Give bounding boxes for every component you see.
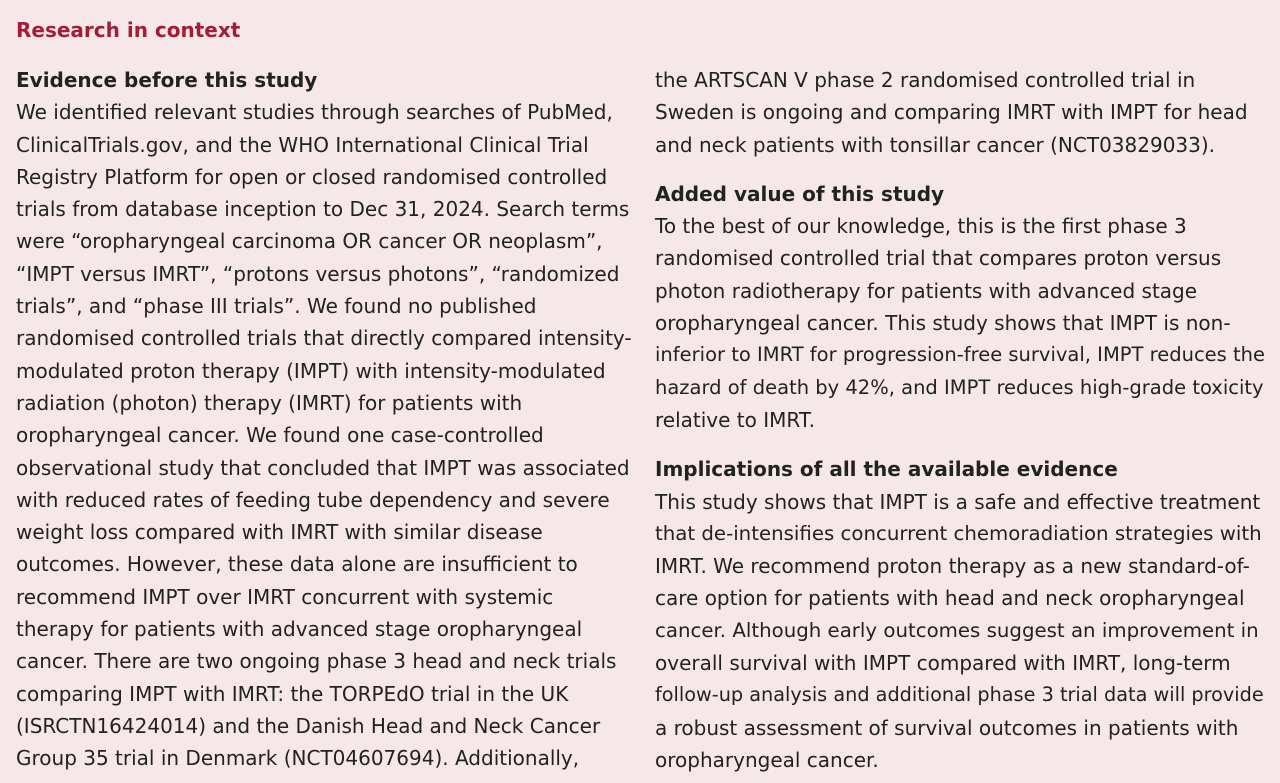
implications-paragraph <box>655 486 1265 777</box>
paragraph-line: Sweden is ongoing and comparing IMRT with IMPT for head <box>655 100 1248 125</box>
paragraph-line: This study shows that IMPT is a safe and effective treatment <box>655 489 1261 514</box>
paragraph-line: To the best of our knowledge, this is the first phase 3 <box>655 214 1187 239</box>
paragraph-line: hazard of death by 42%, and IMPT reduces high-grade toxicity <box>655 375 1264 399</box>
section-gap <box>655 436 1265 453</box>
paragraph-line: the ARTSCAN V phase 2 randomised controlled trial in <box>655 68 1196 92</box>
paragraph-line: cancer. There are two ongoing phase 3 head and neck trials <box>16 649 617 674</box>
paragraph-line: and neck patients with tonsillar cancer (NCT03829033). <box>655 132 1216 157</box>
paragraph-line: IMRT. We recommend proton therapy as a new standard-of- <box>655 554 1250 579</box>
paragraph-line: outcomes. However, these data alone are insufficient to <box>16 552 578 577</box>
paragraph-line: therapy for patients with advanced stage oropharyngeal <box>16 617 583 642</box>
evidence-paragraph <box>16 96 632 774</box>
section-heading-evidence: Evidence before this study <box>16 68 318 92</box>
left-column <box>16 64 632 775</box>
paragraph-line: that de-intensifies concurrent chemoradiation strategies with <box>655 521 1262 545</box>
paragraph-line: trials from database inception to Dec 31, 2024. Search terms <box>16 197 630 222</box>
paragraph-line: oropharyngeal cancer. This study shows that IMPT is non- <box>655 311 1231 336</box>
paragraph-line: oropharyngeal cancer. <box>655 747 879 772</box>
paragraph-line: with reduced rates of feeding tube dependency and severe <box>16 487 610 512</box>
paragraph-line: relative to IMRT. <box>655 407 816 432</box>
paragraph-line: randomised controlled trials that directly compared intensity- <box>16 326 632 351</box>
paragraph-line: randomised controlled trial that compares proton versus <box>655 246 1222 271</box>
paragraph-line: We identified relevant studies through searches of PubMed, <box>16 100 613 125</box>
paragraph-line: follow-up analysis and additional phase 3 trial data will provide <box>655 683 1264 707</box>
paragraph-line: modulated proton therapy (IMPT) with intensity-modulated <box>16 358 606 383</box>
paragraph-line: cancer. Although early outcomes suggest an improvement in <box>655 618 1259 642</box>
section-gap <box>655 161 1265 178</box>
section-heading-implications: Implications of all the available evidence <box>655 457 1118 482</box>
paragraph-line: ClinicalTrials.gov, and the WHO International Clinical Trial <box>16 132 589 157</box>
paragraph-line: were “oropharyngeal carcinoma OR cancer OR neoplasm”, <box>16 229 603 254</box>
paragraph-line: inferior to IMRT for progression-free survival, IMPT reduces the <box>655 343 1266 367</box>
paragraph-line: overall survival with IMPT compared with IMRT, long-term <box>655 651 1231 676</box>
paragraph-line: Group 35 trial in Denmark (NCT04607694). Additionally, <box>16 746 580 771</box>
paragraph-line: photon radiotherapy for patients with advanced stage <box>655 278 1198 303</box>
right-column <box>655 64 1265 776</box>
paragraph-line: weight loss compared with IMRT with similar disease <box>16 520 543 545</box>
paragraph-line: care option for patients with head and neck oropharyngeal <box>655 586 1245 611</box>
paragraph-line: trials”, and “phase III trials”. We found no published <box>16 294 537 319</box>
added-value-paragraph <box>655 210 1265 436</box>
paragraph-line: recommend IMPT over IMRT concurrent with systemic <box>16 584 554 609</box>
paragraph-line: a robust assessment of survival outcomes in patients with <box>655 715 1239 740</box>
continuation-paragraph <box>655 64 1265 161</box>
box-title: Research in context <box>16 18 241 42</box>
paragraph-line: observational study that concluded that IMPT was associated <box>16 455 630 480</box>
section-heading-added-value: Added value of this study <box>655 181 945 206</box>
paragraph-line: comparing IMPT with IMRT: the TORPEdO trial in the UK <box>16 681 569 706</box>
paragraph-line: radiation (photon) therapy (IMRT) for patients with <box>16 390 523 415</box>
paragraph-line: Registry Platform for open or closed randomised controlled <box>16 164 608 189</box>
paragraph-line: (ISRCTN16424014) and the Danish Head and Neck Cancer <box>16 713 601 738</box>
paragraph-line: oropharyngeal cancer. We found one case-controlled <box>16 423 544 448</box>
paragraph-line: “IMPT versus IMRT”, “protons versus photons”, “randomized <box>16 261 620 286</box>
